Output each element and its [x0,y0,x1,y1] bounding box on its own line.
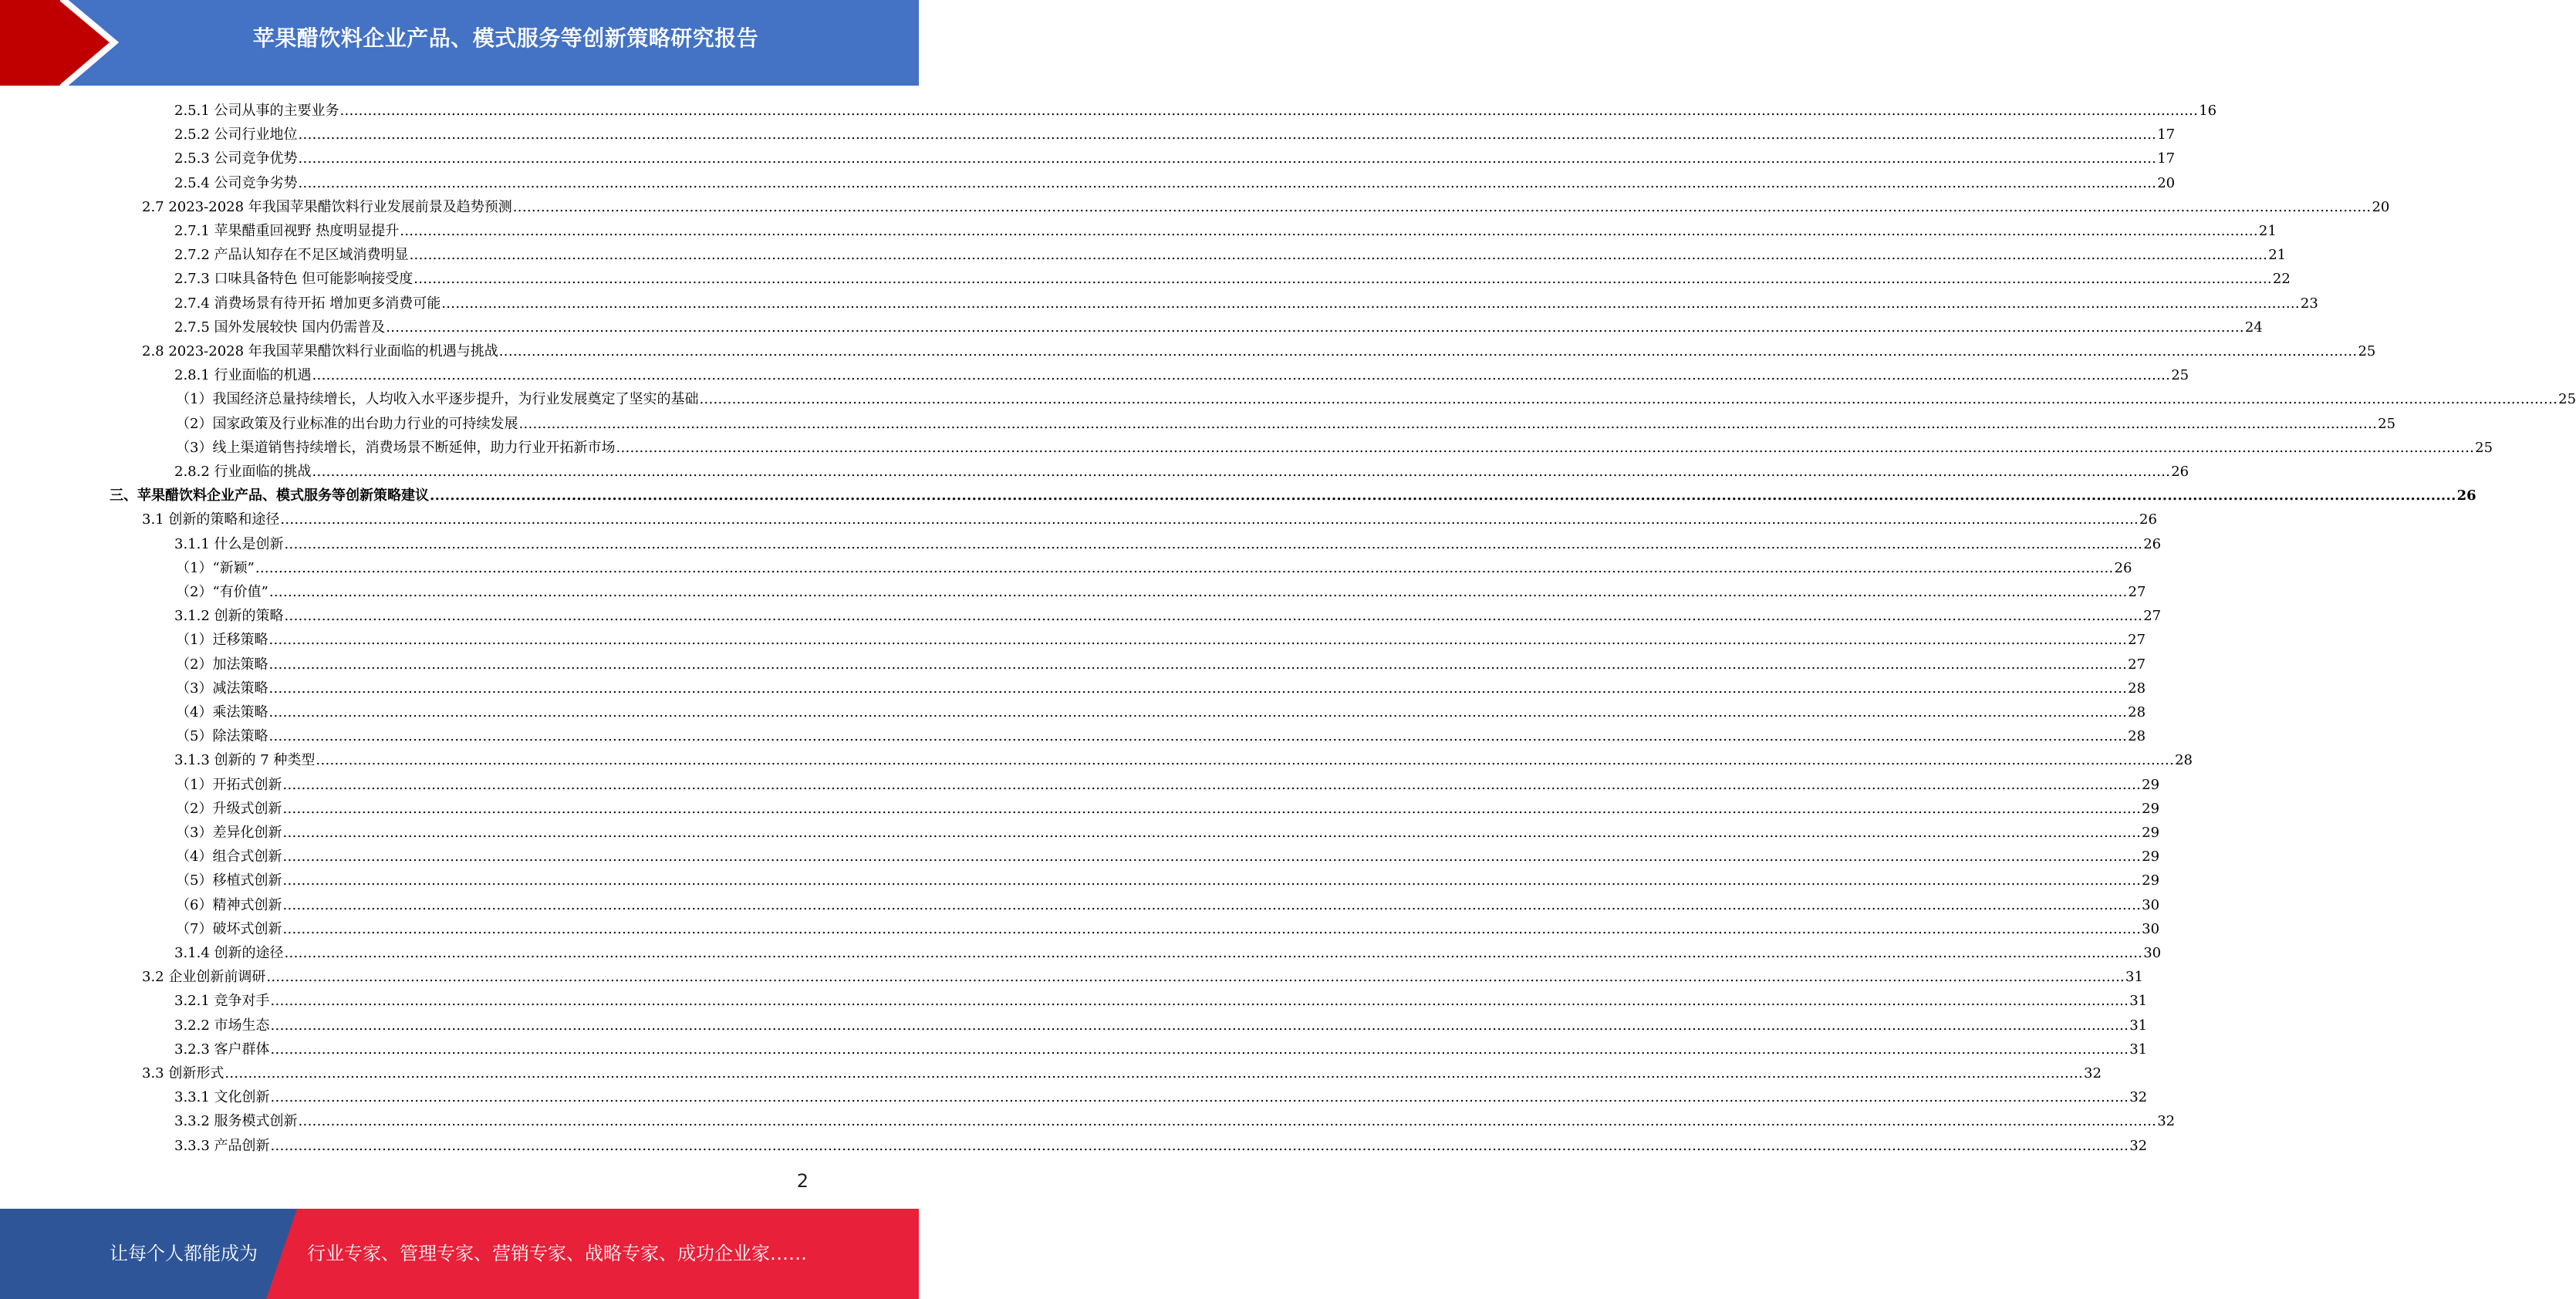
toc-entry-label: 3.2.3 客户群体 [174,1041,270,1058]
toc-dot-leader: ................................................................................................................................................................................................................................................................................................................................................................................................................ [316,752,2175,769]
toc-entry-label: （2）升级式创新 [176,800,282,817]
toc-dot-leader: ................................................................................................................................................................................................................................................................................................................................................................................................................ [284,608,2143,625]
toc-entry[interactable] [174,99,2217,123]
toc-entry[interactable] [174,123,2176,147]
toc-entry[interactable] [176,676,2146,700]
toc-entry-label: （1）开拓式创新 [176,776,282,793]
toc-dot-leader: ................................................................................................................................................................................................................................................................................................................................................................................................................ [270,1089,2129,1106]
toc-entry[interactable] [142,965,2143,989]
toc-entry-page: 28 [2128,704,2146,720]
toc-entry-page: 21 [2268,247,2287,264]
toc-entry-page: 22 [2272,271,2291,288]
toc-dot-leader: ................................................................................................................................................................................................................................................................................................................................................................................................................ [312,464,2171,480]
toc-entry[interactable] [176,821,2160,845]
toc-entry[interactable] [176,893,2160,917]
toc-entry[interactable] [176,412,2396,436]
toc-entry[interactable] [174,604,2162,628]
toc-dot-leader: ................................................................................................................................................................................................................................................................................................................................................................................................................ [430,488,2456,504]
toc-entry-label: （2）加法策略 [176,656,268,673]
toc-entry[interactable] [176,724,2146,748]
toc-entry-label: 3.2 企业创新前调研 [142,969,266,986]
toc-entry-page: 27 [2128,632,2146,649]
toc-entry[interactable] [176,917,2160,941]
toc-entry-page: 26 [2114,559,2132,576]
toc-entry-page: 27 [2128,656,2146,673]
toc-dot-leader: ................................................................................................................................................................................................................................................................................................................................................................................................................ [282,800,2142,817]
toc-dot-leader: ................................................................................................................................................................................................................................................................................................................................................................................................................ [298,150,2157,167]
toc-entry[interactable] [174,171,2176,195]
toc-entry-label: 三、苹果醋饮料企业产品、模式服务等创新策略建议 [110,488,429,504]
toc-entry[interactable] [174,1134,2148,1158]
toc-entry-page: 29 [2142,800,2160,817]
toc-entry[interactable] [176,628,2146,652]
toc-entry-label: 3.3.1 文化创新 [174,1089,270,1106]
toc-entry-page: 26 [2456,488,2476,504]
toc-entry-page: 29 [2142,849,2160,865]
toc-entry-label: （5）移植式创新 [176,872,282,889]
toc-entry-label: （3）线上渠道销售持续增长，消费场景不断延伸，助力行业开拓新市场 [176,439,616,456]
toc-entry-label: 2.5.4 公司竞争劣势 [174,174,298,191]
toc-entry-page: 29 [2142,776,2160,793]
toc-entry[interactable] [174,147,2176,170]
toc-entry-label: 2.8.1 行业面临的机遇 [174,367,312,384]
toc-dot-leader: ................................................................................................................................................................................................................................................................................................................................................................................................................ [268,728,2128,745]
toc-entry-label: 3.3.3 产品创新 [174,1137,270,1154]
toc-dot-leader: ................................................................................................................................................................................................................................................................................................................................................................................................................ [268,680,2128,697]
toc-entry-page: 31 [2125,969,2143,986]
toc-entry-page: 21 [2258,223,2277,239]
toc-entry-label: 3.1 创新的策略和途径 [142,511,280,528]
toc-entry-page: 25 [2475,439,2493,456]
toc-dot-leader: ................................................................................................................................................................................................................................................................................................................................................................................................................ [270,1137,2129,1154]
toc-dot-leader: ................................................................................................................................................................................................................................................................................................................................................................................................................ [270,1017,2129,1034]
toc-dot-leader: ................................................................................................................................................................................................................................................................................................................................................................................................................ [298,127,2157,143]
toc-entry-label: 3.2.1 竞争对手 [174,993,270,1010]
toc-dot-leader: ................................................................................................................................................................................................................................................................................................................................................................................................................ [270,993,2129,1010]
toc-entry-label: 3.3 创新形式 [142,1065,225,1081]
toc-dot-leader: ................................................................................................................................................................................................................................................................................................................................................................................................................ [441,295,2300,312]
toc-entry-label: 3.1.3 创新的 7 种类型 [174,752,316,769]
toc-entry-label: 3.3.2 服务模式创新 [174,1113,298,1130]
toc-dot-leader: ................................................................................................................................................................................................................................................................................................................................................................................................................ [339,103,2199,119]
toc-entry-label: （3）差异化创新 [176,825,282,841]
toc-entry[interactable] [174,1038,2148,1061]
toc-entry-label: （4）组合式创新 [176,849,282,865]
toc-entry[interactable] [174,532,2162,556]
toc-entry-label: 2.7.4 消费场景有待开拓 增加更多消费可能 [174,295,441,312]
report-header [0,0,919,86]
toc-dot-leader: ................................................................................................................................................................................................................................................................................................................................................................................................................ [255,559,2114,576]
footer-banner [0,1209,919,1299]
toc-dot-leader: ................................................................................................................................................................................................................................................................................................................................................................................................................ [512,198,2372,215]
toc-entry-page: 32 [2157,1113,2176,1130]
toc-entry-label: 2.5.1 公司从事的主要业务 [174,103,339,119]
toc-entry[interactable] [176,556,2132,580]
toc-entry[interactable] [176,580,2146,604]
toc-dot-leader: ................................................................................................................................................................................................................................................................................................................................................................................................................ [282,849,2142,865]
toc-entry-label: 2.7.2 产品认知存在不足区域消费明显 [174,247,409,264]
toc-dot-leader: ................................................................................................................................................................................................................................................................................................................................................................................................................ [225,1065,2084,1081]
toc-entry[interactable] [142,1061,2102,1085]
toc-entry[interactable] [142,508,2157,531]
toc-dot-leader: ................................................................................................................................................................................................................................................................................................................................................................................................................ [270,1041,2129,1058]
toc-dot-leader: ................................................................................................................................................................................................................................................................................................................................................................................................................ [284,945,2143,961]
toc-dot-leader: ................................................................................................................................................................................................................................................................................................................................................................................................................ [699,391,2558,408]
toc-entry-label: 2.7.1 苹果醋重回视野 热度明显提升 [174,223,400,239]
toc-dot-leader: ................................................................................................................................................................................................................................................................................................................................................................................................................ [268,584,2128,600]
toc-dot-leader: ................................................................................................................................................................................................................................................................................................................................................................................................................ [284,535,2143,552]
toc-entry-page: 30 [2142,896,2160,913]
footer-roles: 行业专家、管理专家、营销专家、战略专家、成功企业家…… [307,1243,807,1264]
toc-entry-label: 2.8.2 行业面临的挑战 [174,464,312,480]
toc-entry[interactable] [176,653,2146,676]
toc-entry[interactable] [174,748,2193,772]
toc-entry-page: 32 [2084,1065,2102,1081]
red-chevron-shape [0,0,114,86]
toc-dot-leader: ................................................................................................................................................................................................................................................................................................................................................................................................................ [280,511,2139,528]
toc-dot-leader: ................................................................................................................................................................................................................................................................................................................................................................................................................ [268,656,2128,673]
toc-entry-page: 26 [2171,464,2189,480]
toc-entry[interactable] [176,436,2493,460]
toc-entry-label: （1）我国经济总量持续增长，人均收入水平逐步提升，为行业发展奠定了坚实的基础 [176,391,699,408]
toc-entry-label: 3.2.2 市场生态 [174,1017,270,1034]
toc-entry[interactable] [174,267,2291,291]
toc-entry[interactable] [174,219,2277,243]
toc-entry-label: 2.7.3 口味具备特色 但可能影响接受度 [174,271,414,288]
toc-entry[interactable] [176,845,2160,869]
toc-entry-page: 25 [2378,415,2396,432]
toc-entry-page: 32 [2129,1137,2148,1154]
toc-entry-page: 31 [2129,1041,2148,1058]
toc-entry-page: 25 [2358,343,2376,359]
toc-entry-page: 27 [2143,608,2162,625]
toc-entry-page: 23 [2300,295,2318,312]
toc-entry-label: 2.5.2 公司行业地位 [174,127,298,143]
toc-dot-leader: ................................................................................................................................................................................................................................................................................................................................................................................................................ [414,271,2272,288]
toc-entry-page: 32 [2129,1089,2148,1106]
toc-entry-page: 26 [2143,535,2162,552]
toc-dot-leader: ................................................................................................................................................................................................................................................................................................................................................................................................................ [268,704,2128,720]
toc-entry-label: （4）乘法策略 [176,704,268,720]
toc-entry[interactable] [142,339,2376,363]
toc-entry-label: （2）“有价值” [176,584,268,600]
toc-entry[interactable] [174,1085,2148,1109]
page-number: 2 [796,1170,809,1192]
toc-entry[interactable] [142,195,2390,219]
toc-entry-page: 16 [2199,103,2217,119]
toc-entry-label: 3.1.4 创新的途径 [174,945,284,961]
toc-entry-label: （3）减法策略 [176,680,268,697]
toc-dot-leader: ................................................................................................................................................................................................................................................................................................................................................................................................................ [268,632,2128,649]
toc-dot-leader: ................................................................................................................................................................................................................................................................................................................................................................................................................ [298,174,2157,191]
toc-entry[interactable] [174,292,2318,315]
toc-entry-label: 2.8 2023-2028 年我国苹果醋饮料行业面临的机遇与挑战 [142,343,498,359]
toc-dot-leader: ................................................................................................................................................................................................................................................................................................................................................................................................................ [298,1113,2157,1130]
toc-entry-label: （1）“新颖” [176,559,255,576]
toc-dot-leader: ................................................................................................................................................................................................................................................................................................................................................................................................................ [282,872,2142,889]
toc-entry[interactable] [174,1109,2176,1133]
toc-entry[interactable] [174,363,2189,387]
toc-entry-page: 30 [2143,945,2162,961]
toc-entry-page: 28 [2128,728,2146,745]
toc-entry-label: （5）除法策略 [176,728,268,745]
toc-entry-page: 30 [2142,920,2160,937]
toc-entry-label: （6）精神式创新 [176,896,282,913]
toc-entry[interactable] [176,773,2160,797]
toc-entry[interactable] [174,315,2263,339]
toc-entry-page: 31 [2129,1017,2148,1034]
toc-dot-leader: ................................................................................................................................................................................................................................................................................................................................................................................................................ [282,920,2142,937]
toc-entry[interactable] [110,484,2476,508]
toc-dot-leader: ................................................................................................................................................................................................................................................................................................................................................................................................................ [616,439,2475,456]
toc-dot-leader: ................................................................................................................................................................................................................................................................................................................................................................................................................ [518,415,2378,432]
toc-entry-page: 28 [2175,752,2193,769]
toc-dot-leader: ................................................................................................................................................................................................................................................................................................................................................................................................................ [400,223,2258,239]
toc-entry[interactable] [174,243,2287,267]
toc-dot-leader: ................................................................................................................................................................................................................................................................................................................................................................................................................ [386,319,2244,336]
red-chevron-icon [0,0,123,86]
toc-dot-leader: ................................................................................................................................................................................................................................................................................................................................................................................................................ [266,969,2125,986]
toc-entry-page: 17 [2157,150,2176,167]
toc-entry[interactable] [176,700,2146,724]
toc-entry-page: 17 [2157,127,2176,143]
toc-entry-page: 29 [2142,872,2160,889]
toc-entry-page: 26 [2139,511,2157,528]
toc-dot-leader: ................................................................................................................................................................................................................................................................................................................................................................................................................ [498,343,2358,359]
toc-entry[interactable] [176,869,2160,892]
toc-entry-label: 2.7.5 国外发展较快 国内仍需普及 [174,319,386,336]
toc-entry-label: 3.1.2 创新的策略 [174,608,284,625]
toc-entry[interactable] [174,1014,2148,1038]
toc-dot-leader: ................................................................................................................................................................................................................................................................................................................................................................................................................ [312,367,2171,384]
toc-dot-leader: ................................................................................................................................................................................................................................................................................................................................................................................................................ [409,247,2268,264]
toc-entry-label: （1）迁移策略 [176,632,268,649]
toc-entry[interactable] [174,460,2189,484]
toc-entry-label: （7）破坏式创新 [176,920,282,937]
toc-entry-label: 2.5.3 公司竞争优势 [174,150,298,167]
toc-entry-label: （2）国家政策及行业标准的出台助力行业的可持续发展 [176,415,518,432]
toc-entry-page: 25 [2171,367,2189,384]
toc-entry-page: 25 [2558,391,2576,408]
toc-entry-page: 28 [2128,680,2146,697]
footer-slogan: 让每个人都能成为 [110,1243,258,1264]
toc-entry[interactable] [176,387,2576,411]
toc-entry-page: 31 [2129,993,2148,1010]
toc-dot-leader: ................................................................................................................................................................................................................................................................................................................................................................................................................ [282,896,2142,913]
toc-entry-page: 29 [2142,825,2160,841]
toc-entry[interactable] [176,797,2160,821]
toc-entry-label: 2.7 2023-2028 年我国苹果醋饮料行业发展前景及趋势预测 [142,198,512,215]
toc-entry-page: 24 [2244,319,2263,336]
toc-entry[interactable] [174,941,2162,965]
toc-entry-label: 3.1.1 什么是创新 [174,535,284,552]
toc-entry[interactable] [174,989,2148,1013]
toc-entry-page: 27 [2128,584,2146,600]
toc-entry-page: 20 [2372,198,2390,215]
report-title: 苹果醋饮料企业产品、模式服务等创新策略研究报告 [252,25,759,51]
toc-dot-leader: ................................................................................................................................................................................................................................................................................................................................................................................................................ [282,776,2142,793]
toc-entry-page: 20 [2157,174,2176,191]
toc-dot-leader: ................................................................................................................................................................................................................................................................................................................................................................................................................ [282,825,2142,841]
